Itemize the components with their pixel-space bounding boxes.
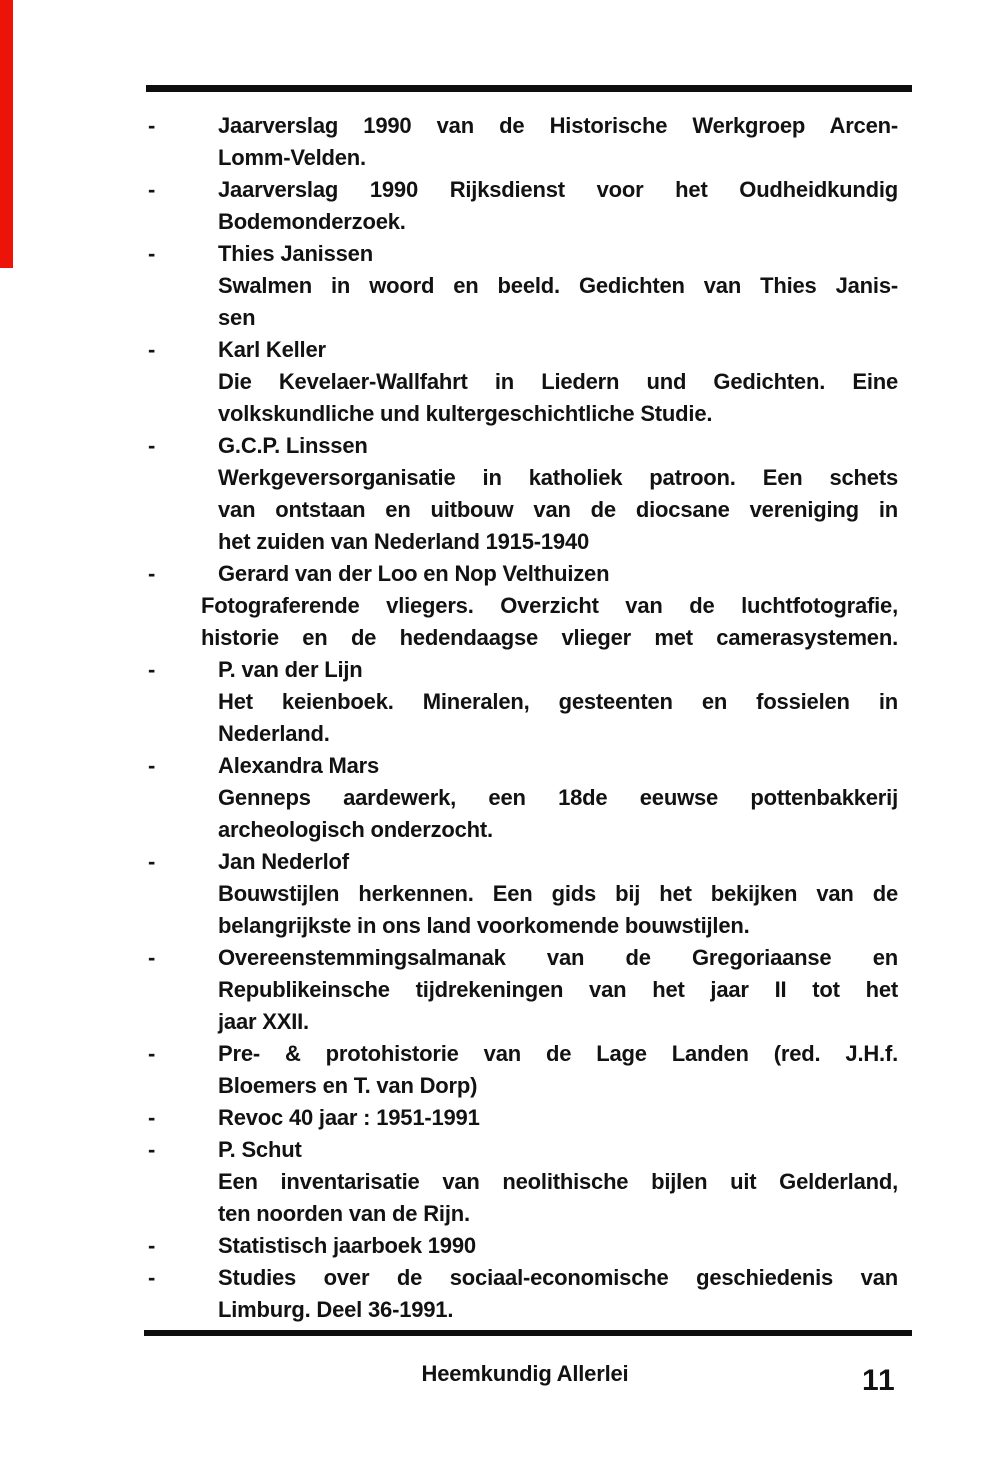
list-line <box>148 750 898 782</box>
list-line <box>218 206 898 238</box>
list-line-text: Bodemonderzoek. <box>218 209 406 234</box>
list-line <box>218 782 898 814</box>
list-line <box>218 142 898 174</box>
list-line-text: Werkgeversorganisatie in katholiek patroon. Een schets <box>218 465 898 490</box>
list-line-text: Overeenstemmingsalmanak van de Gregoriaanse en <box>218 945 898 970</box>
list-line-text: Jaarverslag 1990 van de Historische Werkgroep Arcen- <box>218 113 898 138</box>
bullet-dash: - <box>148 1041 156 1066</box>
list-line-text: Statistisch jaarboek 1990 <box>218 1233 476 1258</box>
bullet-dash: - <box>148 113 156 138</box>
list-line <box>218 910 898 942</box>
list-line <box>218 814 898 846</box>
list-line <box>218 302 898 334</box>
list-line-text: Jaarverslag 1990 Rijksdienst voor het Oudheidkundig <box>218 177 898 202</box>
list-line <box>148 942 898 974</box>
list-line-text: Revoc 40 jaar : 1951-1991 <box>218 1105 480 1130</box>
list-line <box>218 494 898 526</box>
list-line-text: Karl Keller <box>218 337 326 362</box>
list-line-text: G.C.P. Linssen <box>218 433 368 458</box>
list-line <box>148 654 898 686</box>
list-line-text: Gerard van der Loo en Nop Velthuizen <box>218 561 610 586</box>
list-line <box>148 238 898 270</box>
list-line <box>218 1198 898 1230</box>
scan-artifact-red-strip <box>0 0 13 268</box>
list-line-text: historie en de hedendaagse vlieger met camerasystemen. <box>201 625 898 650</box>
bullet-dash: - <box>148 433 156 458</box>
list-line-text: Limburg. Deel 36-1991. <box>218 1297 454 1322</box>
list-line <box>218 1070 898 1102</box>
list-line-text: P. van der Lijn <box>218 657 363 682</box>
list-line <box>148 430 898 462</box>
list-line-text: Het keienboek. Mineralen, gesteenten en fossielen in <box>218 689 898 714</box>
bullet-dash: - <box>148 1137 156 1162</box>
list-line <box>218 462 898 494</box>
list-line <box>218 1006 898 1038</box>
list-line-text: Swalmen in woord en beeld. Gedichten van Thies Janis- <box>218 273 898 298</box>
list-line <box>218 270 898 302</box>
list-line <box>218 526 898 558</box>
list-line <box>218 974 898 1006</box>
list-line <box>218 718 898 750</box>
list-line-text: Jan Nederlof <box>218 849 349 874</box>
list-line-text: volkskundliche und kultergeschichtliche Studie. <box>218 401 713 426</box>
bullet-dash: - <box>148 241 156 266</box>
list-line-text: Die Kevelaer-Wallfahrt in Liedern und Gedichten. Eine <box>218 369 898 394</box>
list-line-text: van ontstaan en uitbouw van de diocsane vereniging in <box>218 497 898 522</box>
list-line-text: Alexandra Mars <box>218 753 380 778</box>
list-line <box>148 1134 898 1166</box>
bullet-dash: - <box>148 1233 156 1258</box>
list-line-text: Studies over de sociaal-economische geschiedenis van <box>218 1265 898 1290</box>
list-line-text: archeologisch onderzocht. <box>218 817 493 842</box>
list-line-text: Bloemers en T. van Dorp) <box>218 1073 478 1098</box>
list-line-text: Pre- & protohistorie van de Lage Landen (red. J.H.f. <box>218 1041 898 1066</box>
list-line-text: belangrijkste in ons land voorkomende bouwstijlen. <box>218 913 750 938</box>
publication-list <box>148 110 898 1326</box>
list-line <box>148 846 898 878</box>
bullet-dash: - <box>148 945 156 970</box>
list-line <box>148 174 898 206</box>
list-line <box>148 1038 898 1070</box>
list-line <box>148 1102 898 1134</box>
bullet-dash: - <box>148 1105 156 1130</box>
list-line-text: Lomm-Velden. <box>218 145 366 170</box>
bullet-dash: - <box>148 753 156 778</box>
list-line <box>148 1230 898 1262</box>
bullet-dash: - <box>148 561 156 586</box>
list-line <box>218 1294 898 1326</box>
page-number: 11 <box>862 1364 896 1397</box>
list-line-text: P. Schut <box>218 1137 302 1162</box>
list-line <box>218 1166 898 1198</box>
bullet-dash: - <box>148 177 156 202</box>
footer-journal-title: Heemkundig Allerlei <box>421 1361 629 1386</box>
list-line <box>218 686 898 718</box>
list-line-text: ten noorden van de Rijn. <box>218 1201 470 1226</box>
footer-rule <box>144 1330 912 1336</box>
list-line-text: jaar XXII. <box>218 1009 309 1034</box>
list-line <box>218 398 898 430</box>
list-line <box>148 334 898 366</box>
bullet-dash: - <box>148 1265 156 1290</box>
list-line <box>218 366 898 398</box>
list-line <box>148 110 898 142</box>
list-line-text: Nederland. <box>218 721 330 746</box>
bullet-dash: - <box>148 849 156 874</box>
list-line-text: Fotograferende vliegers. Overzicht van de luchtfotografie, <box>201 593 898 618</box>
top-rule <box>146 85 912 92</box>
list-line-text: Bouwstijlen herkennen. Een gids bij het bekijken van de <box>218 881 898 906</box>
list-line-text: het zuiden van Nederland 1915-1940 <box>218 529 590 554</box>
list-line <box>218 878 898 910</box>
list-line-text: Genneps aardewerk, een 18de eeuwse pottenbakkerij <box>218 785 898 810</box>
list-line-text: sen <box>218 305 256 330</box>
list-line <box>201 622 898 654</box>
bullet-dash: - <box>148 337 156 362</box>
list-line-text: Thies Janissen <box>218 241 373 266</box>
list-line <box>148 1262 898 1294</box>
list-line <box>201 590 898 622</box>
list-line <box>148 558 898 590</box>
list-line-text: Een inventarisatie van neolithische bijlen uit Gelderland, <box>218 1169 898 1194</box>
list-line-text: Republikeinsche tijdrekeningen van het jaar II tot het <box>218 977 898 1002</box>
bullet-dash: - <box>148 657 156 682</box>
